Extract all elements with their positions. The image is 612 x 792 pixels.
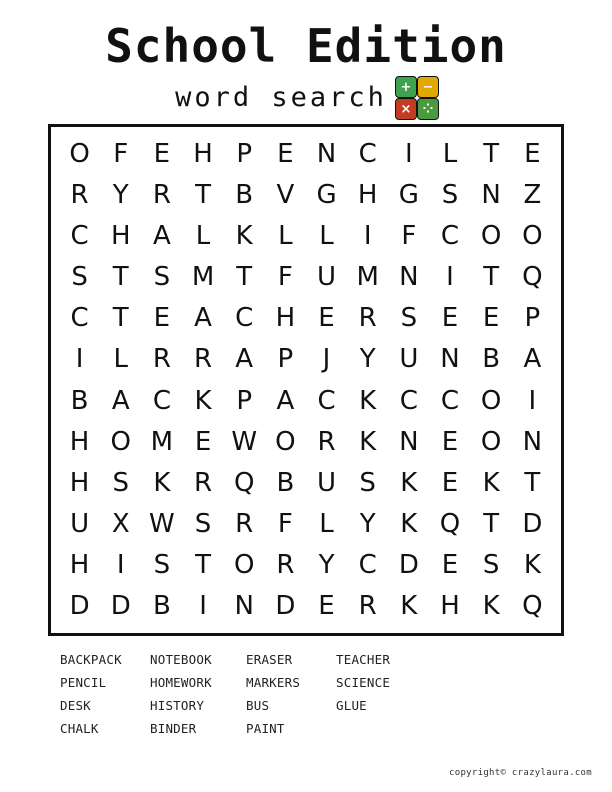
puzzle-cell: E [153,303,171,334]
puzzle-cell: H [440,591,460,622]
puzzle-cell: N [234,591,254,622]
puzzle-cell: I [116,550,125,581]
puzzle-cell: H [69,467,90,498]
puzzle-cell: K [400,508,418,539]
puzzle-cell: C [235,303,254,334]
puzzle-cell: R [194,344,213,375]
puzzle-cell: V [276,179,295,210]
word-list-item: HOMEWORK [150,675,212,691]
puzzle-row [59,215,553,256]
puzzle-cell: K [359,385,377,416]
puzzle-cell: R [317,426,336,457]
puzzle-cell: K [523,550,541,581]
puzzle-cell: C [317,385,336,416]
puzzle-cell: L [319,508,334,539]
puzzle-cell: E [318,591,335,622]
puzzle-cell: T [112,262,129,293]
puzzle-cell: H [110,220,131,251]
puzzle-cell: L [113,344,128,375]
puzzle-cell: E [441,550,459,581]
puzzle-cell: W [149,508,175,539]
puzzle-cell: T [236,262,253,293]
puzzle-cell: U [317,262,337,293]
puzzle-cell: R [152,344,171,375]
puzzle-cell: D [275,591,296,622]
word-list [60,648,560,741]
puzzle-cell: I [75,344,84,375]
puzzle-cell: F [277,262,293,293]
puzzle-cell: A [523,344,542,375]
puzzle-cell: E [524,138,541,169]
puzzle-cell: R [194,467,213,498]
word-list-column [246,648,336,741]
page-subtitle: word search [175,81,387,113]
subtitle-row [0,76,612,118]
puzzle-cell: I [199,591,207,622]
puzzle-cell: K [235,220,253,251]
puzzle-cell: P [236,385,253,416]
puzzle-cell: H [69,426,90,457]
puzzle-table [59,133,553,627]
puzzle-cell: N [522,426,543,457]
puzzle-cell: T [483,262,500,293]
puzzle-cell: S [153,262,171,293]
puzzle-cell: B [235,179,254,210]
puzzle-cell: M [191,262,215,293]
puzzle-cell: N [399,426,419,457]
puzzle-cell: T [524,467,541,498]
puzzle-cell: S [400,303,418,334]
puzzle-cell: Q [522,591,543,622]
word-list-item: PENCIL [60,675,107,691]
puzzle-cell: D [110,591,131,622]
puzzle-cell: R [152,179,171,210]
word-list-item: NOTEBOOK [150,652,212,667]
puzzle-cell: I [404,138,413,169]
puzzle-cell: A [194,303,212,334]
puzzle-cell: G [316,179,337,210]
puzzle-cell: Y [318,550,335,581]
puzzle-cell: K [359,426,377,457]
puzzle-cell: D [69,591,90,622]
puzzle-cell: R [235,508,254,539]
puzzle-row [59,174,553,215]
puzzle-cell: F [277,508,293,539]
puzzle-cell: S [482,550,500,581]
puzzle-cell: O [275,426,296,457]
puzzle-cell: O [522,220,543,251]
puzzle-cell: U [399,344,419,375]
puzzle-cell: I [446,262,454,293]
puzzle-row [59,298,553,339]
puzzle-cell: H [69,550,90,581]
puzzle-cell: T [112,303,129,334]
puzzle-cell: I [363,220,372,251]
puzzle-cell: L [278,220,293,251]
puzzle-cell: A [111,385,130,416]
word-list-item: BINDER [150,721,197,737]
puzzle-row [59,256,553,297]
puzzle-cell: O [110,426,131,457]
puzzle-row [59,421,553,462]
puzzle-cell: P [277,344,294,375]
puzzle-row [59,133,553,174]
word-list-column [60,648,150,741]
puzzle-cell: Y [359,508,376,539]
puzzle-cell: C [358,138,377,169]
puzzle-cell: Y [112,179,129,210]
puzzle-cell: W [231,426,258,457]
puzzle-cell: B [482,344,501,375]
calculator-plus-key: + [395,76,417,98]
calculator-minus-key: − [417,76,439,98]
puzzle-cell: C [70,220,89,251]
word-list-item: CHALK [60,721,99,737]
puzzle-cell: F [401,220,417,251]
puzzle-cell: K [153,467,171,498]
puzzle-cell: E [482,303,500,334]
puzzle-cell: U [70,508,90,539]
puzzle-cell: N [440,344,460,375]
calculator-dots-key: ⁘ [417,98,439,120]
puzzle-cell: N [399,262,419,293]
calculator-icon [395,76,437,118]
puzzle-cell: Q [233,467,255,498]
puzzle-cell: S [441,179,459,210]
puzzle-cell: K [194,385,212,416]
puzzle-cell: E [153,138,171,169]
puzzle-cell: F [113,138,129,169]
puzzle-cell: T [195,179,211,210]
puzzle-row [59,339,553,380]
puzzle-cell: C [70,303,89,334]
puzzle-cell: O [480,220,502,251]
puzzle-cell: U [317,467,337,498]
puzzle-cell: E [441,426,459,457]
puzzle-cell: C [358,550,377,581]
copyright-credit: copyright© crazylaura.com [449,768,592,778]
puzzle-cell: O [480,426,502,457]
puzzle-cell: G [398,179,419,210]
puzzle-cell: Y [359,344,376,375]
puzzle-cell: A [152,220,171,251]
puzzle-cell: O [233,550,255,581]
puzzle-cell: N [316,138,337,169]
puzzle-cell: B [276,467,295,498]
puzzle-row [59,462,553,503]
word-list-item: MARKERS [246,675,301,691]
puzzle-cell: J [322,344,331,375]
puzzle-cell: O [480,385,502,416]
puzzle-cell: H [357,179,378,210]
word-list-item: HISTORY [150,698,205,714]
page-title: School Edition [105,19,507,73]
puzzle-cell: S [71,262,88,293]
puzzle-cell: C [152,385,171,416]
puzzle-cell: E [277,138,294,169]
puzzle-cell: R [276,550,295,581]
puzzle-cell: A [235,344,254,375]
puzzle-cell: C [399,385,418,416]
puzzle-cell: D [398,550,419,581]
word-list-column [150,648,246,741]
word-list-item: SCIENCE [336,675,391,691]
puzzle-cell: M [150,426,174,457]
puzzle-cell: E [441,303,459,334]
puzzle-cell: H [275,303,296,334]
puzzle-cell: L [195,220,211,251]
puzzle-cell: E [318,303,335,334]
puzzle-cell: R [70,179,89,210]
puzzle-cell: L [319,220,334,251]
puzzle-cell: L [442,138,458,169]
word-search-grid [48,124,564,636]
puzzle-cell: R [358,591,377,622]
puzzle-row [59,380,553,421]
puzzle-cell: Q [522,262,543,293]
word-list-item: PAINT [246,721,285,737]
puzzle-cell: P [236,138,253,169]
puzzle-cell: C [440,220,460,251]
puzzle-cell: S [359,467,376,498]
puzzle-cell: Z [523,179,542,210]
puzzle-cell: E [194,426,212,457]
puzzle-cell: K [400,467,418,498]
puzzle-cell: S [194,508,212,539]
puzzle-cell: E [441,467,459,498]
puzzle-row [59,545,553,586]
word-list-item: DESK [60,698,91,714]
puzzle-cell: H [193,138,213,169]
puzzle-cell: B [152,591,171,622]
puzzle-cell: S [112,467,129,498]
puzzle-cell: K [482,591,500,622]
puzzle-cell: R [358,303,377,334]
puzzle-cell: T [483,138,500,169]
puzzle-cell: I [528,385,537,416]
puzzle-cell: S [153,550,171,581]
puzzle-cell: B [70,385,89,416]
word-list-item: GLUE [336,698,367,714]
calculator-times-key: × [395,98,417,120]
word-list-item: ERASER [246,652,293,667]
puzzle-cell: Q [439,508,461,539]
puzzle-row [59,586,553,627]
puzzle-row [59,503,553,544]
puzzle-cell: A [276,385,295,416]
word-list-column [336,648,426,741]
puzzle-cell: D [522,508,543,539]
puzzle-cell: O [69,138,90,169]
word-list-item: BUS [246,698,270,714]
puzzle-cell: K [400,591,418,622]
puzzle-cell: T [483,508,500,539]
puzzle-cell: N [481,179,501,210]
word-list-item: BACKPACK [60,652,122,667]
puzzle-cell: C [440,385,460,416]
puzzle-cell: M [356,262,379,293]
puzzle-cell: X [111,508,130,539]
puzzle-cell: T [195,550,211,581]
puzzle-cell: P [524,303,541,334]
puzzle-cell: K [482,467,500,498]
word-list-item: TEACHER [336,652,391,667]
